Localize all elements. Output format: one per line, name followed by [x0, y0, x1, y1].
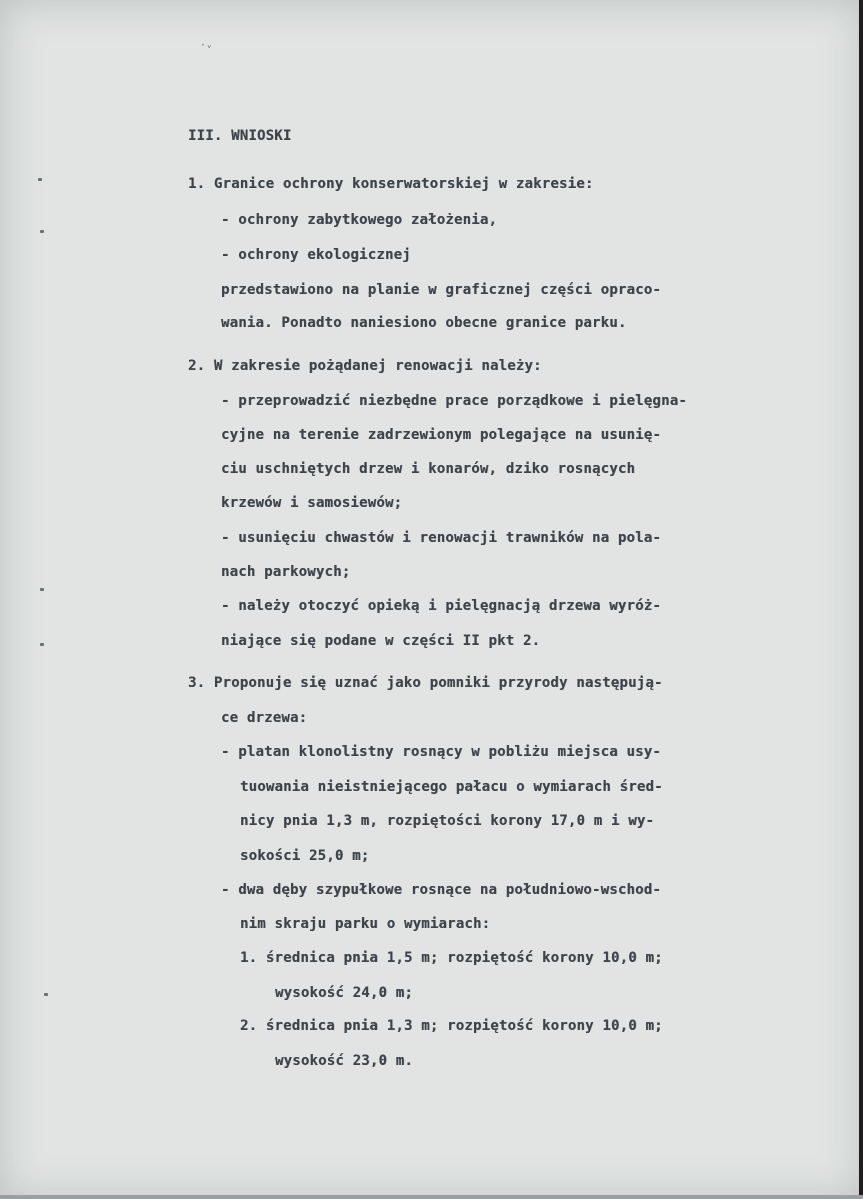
text-line: 2. W zakresie pożądanej renowacji należy:: [188, 358, 542, 374]
page-edge-right: [859, 0, 863, 1199]
text-line: tuowania nieistniejącego pałacu o wymiarach śred-: [240, 779, 663, 795]
text-line: sokości 25,0 m;: [240, 848, 370, 864]
text-line: wysokość 23,0 m.: [275, 1053, 414, 1069]
margin-mark: [38, 178, 42, 181]
text-line: - usunięciu chwastów i renowacji trawników na pola-: [221, 530, 662, 546]
margin-mark: [40, 230, 44, 233]
text-line: przedstawiono na planie w graficznej części opraco-: [221, 282, 662, 298]
text-line: nim skraju parku o wymiarach:: [240, 916, 491, 932]
top-mark: ·ᵥ: [200, 40, 213, 51]
text-line: cyjne na terenie zadrzewionym polegające na usunię-: [221, 427, 662, 443]
text-line: nach parkowych;: [221, 564, 351, 580]
text-line: - ochrony zabytkowego założenia,: [221, 212, 498, 228]
text-line: 2. średnica pnia 1,3 m; rozpiętość korony 10,0 m;: [240, 1018, 663, 1034]
margin-mark: [40, 643, 44, 646]
text-line: 1. Granice ochrony konserwatorskiej w zakresie:: [188, 176, 594, 192]
text-line: 1. średnica pnia 1,5 m; rozpiętość korony 10,0 m;: [240, 950, 663, 966]
text-line: nicy pnia 1,3 m, rozpiętości korony 17,0 m i wy-: [240, 813, 655, 829]
text-line: - przeprowadzić niezbędne prace porządkowe i pielęgna-: [221, 393, 687, 409]
margin-mark: [40, 588, 44, 591]
text-line: wania. Ponadto naniesiono obecne granice parku.: [221, 315, 627, 331]
text-line: - dwa dęby szypułkowe rosnące na południowo-wschod-: [221, 882, 662, 898]
text-line: 3. Proponuje się uznać jako pomniki przyrody następują-: [188, 675, 663, 691]
text-line: ce drzewa:: [221, 710, 308, 726]
text-line: ciu uschniętych drzew i konarów, dziko rosnących: [221, 461, 636, 477]
margin-mark: [44, 993, 48, 996]
text-line: - ochrony ekologicznej: [221, 247, 411, 263]
text-line: - platan klonolistny rosnący w pobliżu miejsca usy-: [221, 744, 662, 760]
text-line: wysokość 24,0 m;: [275, 985, 414, 1001]
section-heading: III. WNIOSKI: [188, 128, 292, 144]
text-line: - należy otoczyć opieką i pielęgnacją drzewa wyróż-: [221, 598, 662, 614]
page-edge-bottom: [0, 1195, 863, 1199]
text-line: krzewów i samosiewów;: [221, 495, 403, 511]
text-line: niające się podane w części II pkt 2.: [221, 633, 541, 649]
